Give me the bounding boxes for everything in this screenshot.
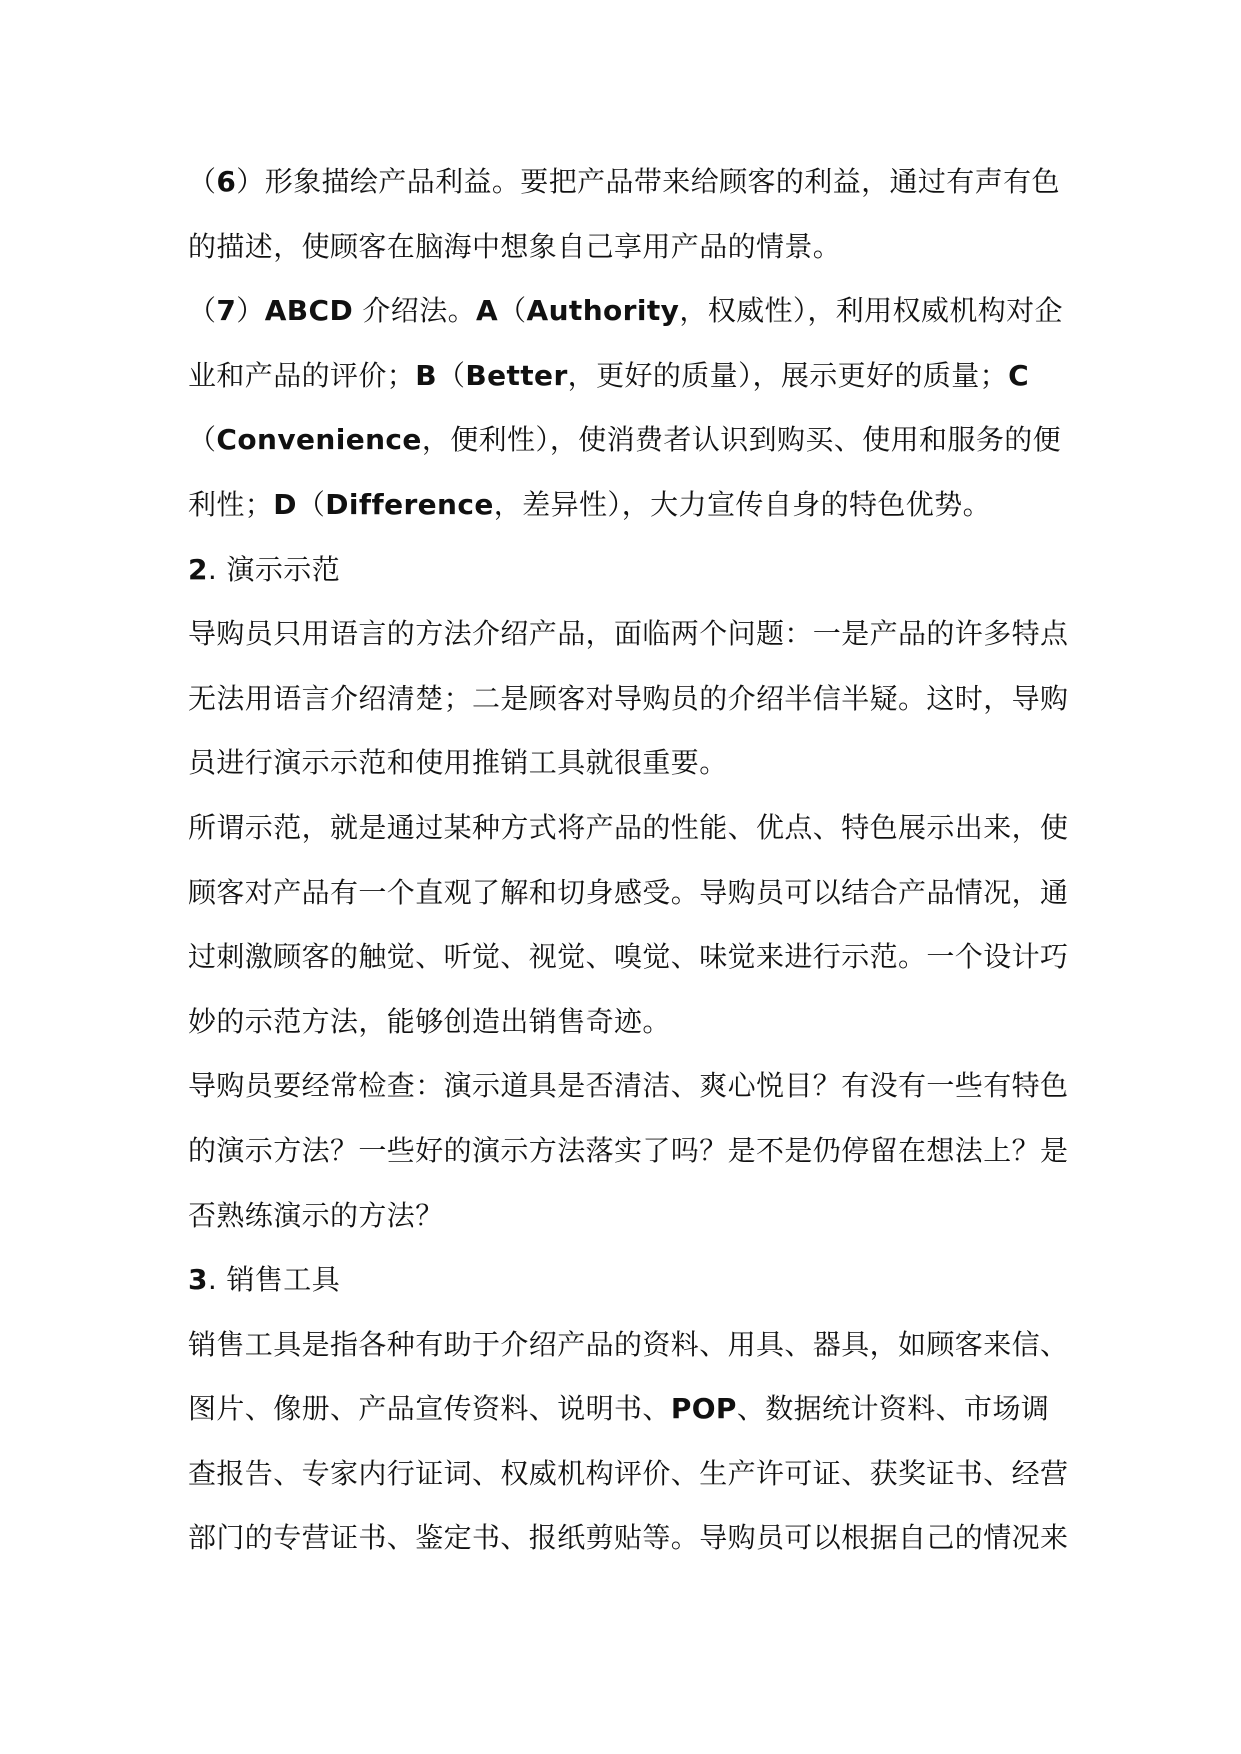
section-heading: 3. 销售工具 [188,1263,341,1297]
text-line: 无法用语言介绍清楚；二是顾客对导购员的介绍半信半疑。这时，导购 [188,681,1069,715]
text-line: 图片、像册、产品宣传资料、说明书、POP、数据统计资料、市场调 [188,1392,1050,1426]
text-line: 过刺激顾客的触觉、听觉、视觉、嗅觉、味觉来进行示范。一个设计巧 [188,940,1069,974]
text-line: 妙的示范方法，能够创造出销售奇迹。 [188,1004,671,1038]
section-heading: 2. 演示示范 [188,552,341,586]
text-line: 员进行演示示范和使用推销工具就很重要。 [188,746,728,780]
text-line: 利性；D（Difference，差异性），大力宣传自身的特色优势。 [188,487,991,521]
text-line: （7）ABCD 介绍法。A（Authority，权威性），利用权威机构对企 [188,294,1063,328]
text-line: （Convenience，便利性），使消费者认识到购买、使用和服务的便 [188,423,1062,457]
text-line: 导购员要经常检查：演示道具是否清洁、爽心悦目？有没有一些有特色 [188,1069,1069,1103]
text-line: 所谓示范，就是通过某种方式将产品的性能、优点、特色展示出来，使 [188,810,1069,844]
text-line: （6）形象描绘产品利益。要把产品带来给顾客的利益，通过有声有色 [188,165,1060,198]
text-line: 销售工具是指各种有助于介绍产品的资料、用具、器具，如顾客来信、 [188,1327,1069,1361]
text-line: 的描述，使顾客在脑海中想象自己享用产品的情景。 [188,229,842,263]
text-line: 顾客对产品有一个直观了解和切身感受。导购员可以结合产品情况，通 [188,875,1069,909]
text-line: 查报告、专家内行证词、权威机构评价、生产许可证、获奖证书、经营 [188,1456,1069,1490]
text-line: 导购员只用语言的方法介绍产品，面临两个问题：一是产品的许多特点 [188,617,1069,651]
text-line: 的演示方法？一些好的演示方法落实了吗？是不是仍停留在想法上？是 [188,1133,1069,1167]
text-line: 业和产品的评价；B（Better，更好的质量），展示更好的质量；C [188,358,1030,392]
text-line: 部门的专营证书、鉴定书、报纸剪贴等。导购员可以根据自己的情况来 [188,1521,1069,1555]
text-line: 否熟练演示的方法？ [188,1198,444,1232]
